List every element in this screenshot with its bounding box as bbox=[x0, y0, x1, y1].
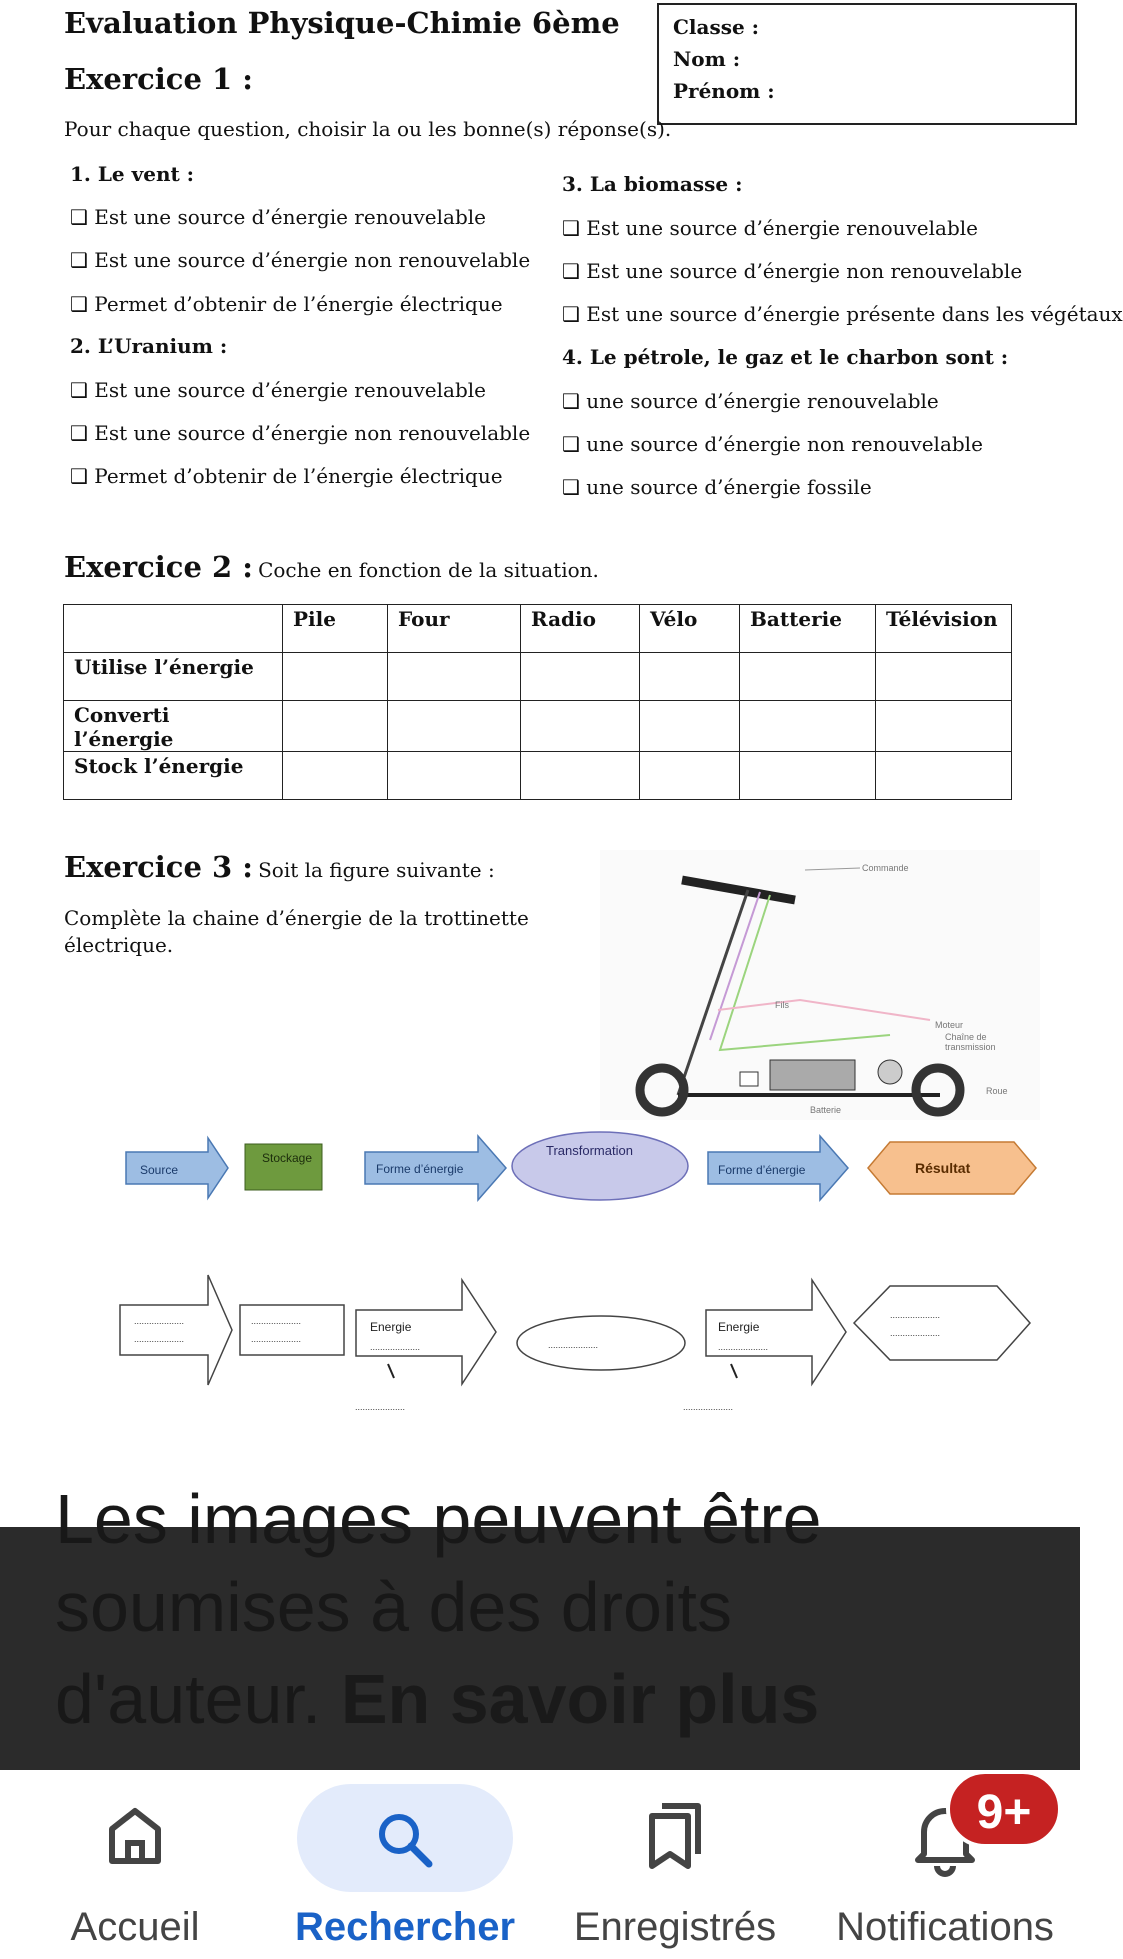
question4-title: 4. Le pétrole, le gaz et le charbon sont : bbox=[562, 345, 1009, 369]
controller-shape bbox=[740, 1072, 758, 1086]
check-cell[interactable] bbox=[740, 752, 876, 800]
blank-dots: .................... bbox=[548, 1340, 599, 1350]
blank-dots: .................... bbox=[890, 1328, 941, 1338]
question1-option: ❑ Permet d’obtenir de l’énergie électrique bbox=[70, 292, 503, 316]
figure-label-chaine: Chaîne de bbox=[945, 1032, 987, 1042]
check-cell[interactable] bbox=[283, 653, 388, 701]
figure-label-batterie: Batterie bbox=[810, 1105, 842, 1115]
exercise2-subtitle: Coche en fonction de la situation. bbox=[258, 558, 599, 582]
document-title: Evaluation Physique-Chimie 6ème bbox=[64, 6, 620, 40]
exercise3-instruction: Complète la chaine d’énergie de la trottinette bbox=[64, 906, 529, 930]
row-label: Converti l’énergie bbox=[64, 701, 283, 752]
exercise2-header bbox=[64, 550, 599, 584]
table-header: Télévision bbox=[876, 605, 1012, 653]
question1-option: ❑ Est une source d’énergie renouvelable bbox=[70, 205, 486, 229]
student-info-box bbox=[657, 3, 1077, 125]
copyright-text-line2 bbox=[55, 1659, 819, 1739]
prenom-label: Prénom : bbox=[673, 79, 775, 103]
check-cell[interactable] bbox=[740, 653, 876, 701]
bookmark-icon bbox=[644, 1802, 706, 1872]
check-cell[interactable] bbox=[876, 752, 1012, 800]
check-cell[interactable] bbox=[640, 653, 740, 701]
nav-home[interactable] bbox=[0, 1770, 270, 1959]
scooter-figure bbox=[600, 850, 1040, 1120]
check-cell[interactable] bbox=[876, 653, 1012, 701]
home-icon bbox=[106, 1805, 164, 1867]
energy-table bbox=[63, 604, 1012, 800]
question2-title: 2. L’Uranium : bbox=[70, 334, 228, 358]
source-label: Source bbox=[140, 1163, 179, 1177]
table-header: Radio bbox=[521, 605, 640, 653]
notification-badge: 9+ bbox=[946, 1770, 1062, 1848]
pointer-arrow bbox=[388, 1364, 394, 1378]
check-cell[interactable] bbox=[740, 701, 876, 752]
check-cell[interactable] bbox=[876, 701, 1012, 752]
question3-title: 3. La biomasse : bbox=[562, 172, 743, 196]
check-cell[interactable] bbox=[388, 653, 521, 701]
question4-option: ❑ une source d’énergie renouvelable bbox=[562, 389, 939, 413]
nom-label: Nom : bbox=[673, 47, 741, 71]
copyright-overlay bbox=[0, 1480, 1080, 1770]
question1-title: 1. Le vent : bbox=[70, 162, 195, 186]
blank-chain bbox=[0, 1260, 1080, 1420]
question3-option: ❑ Est une source d’énergie renouvelable bbox=[562, 216, 978, 240]
blank-dots: .................... bbox=[370, 1342, 421, 1352]
table-row bbox=[64, 752, 1012, 800]
figure-label-roue: Roue bbox=[986, 1086, 1008, 1096]
question2-option: ❑ Permet d’obtenir de l’énergie électrique bbox=[70, 464, 503, 488]
question3-option: ❑ Est une source d’énergie non renouvelable bbox=[562, 259, 1023, 283]
battery-shape bbox=[770, 1060, 855, 1090]
figure-label-commande: Commande bbox=[862, 863, 909, 873]
exercise3-heading: Exercice 3 : bbox=[64, 850, 253, 884]
check-cell[interactable] bbox=[521, 653, 640, 701]
exercise2-heading: Exercice 2 : bbox=[64, 550, 253, 584]
blank-dots: .................... bbox=[355, 1402, 406, 1412]
question2-option: ❑ Est une source d’énergie non renouvelable bbox=[70, 421, 531, 445]
blank-dots: .................... bbox=[251, 1316, 302, 1326]
check-cell[interactable] bbox=[521, 752, 640, 800]
pointer-arrow bbox=[731, 1364, 737, 1378]
bottom-navigation bbox=[0, 1770, 1080, 1959]
blank-dots: .................... bbox=[134, 1334, 185, 1344]
nav-saved[interactable] bbox=[540, 1770, 810, 1959]
row-label: Utilise l’énergie bbox=[64, 653, 283, 701]
transformation-label: Transformation bbox=[546, 1143, 633, 1158]
check-cell[interactable] bbox=[283, 701, 388, 752]
nav-saved-label: Enregistrés bbox=[573, 1905, 777, 1949]
blank-transformation-ellipse bbox=[517, 1316, 685, 1370]
table-header: Pile bbox=[283, 605, 388, 653]
blank-dots: .................... bbox=[683, 1402, 734, 1412]
nav-notifications-label: Notifications bbox=[836, 1905, 1054, 1949]
blank-dots: .................... bbox=[890, 1310, 941, 1320]
copyright-text-line1: soumises à des droits bbox=[55, 1568, 732, 1646]
check-cell[interactable] bbox=[640, 701, 740, 752]
question3-option: ❑ Est une source d’énergie présente dans les végétaux bbox=[562, 302, 1123, 326]
classe-label: Classe : bbox=[673, 15, 760, 39]
stockage-label: Stockage bbox=[262, 1151, 313, 1165]
table-header: Four bbox=[388, 605, 521, 653]
table-cell bbox=[64, 605, 283, 653]
blank-dots: .................... bbox=[134, 1316, 185, 1326]
energy-chain bbox=[0, 1120, 1080, 1220]
blank-resultat-hexagon bbox=[854, 1286, 1030, 1360]
question1-option: ❑ Est une source d’énergie non renouvelable bbox=[70, 248, 531, 272]
copyright-text-line0: Les images peuvent être bbox=[55, 1480, 822, 1558]
exercise3-header bbox=[64, 850, 495, 884]
figure-label-transmission: transmission bbox=[945, 1042, 996, 1052]
resultat-label: Résultat bbox=[915, 1160, 971, 1176]
table-row bbox=[64, 701, 1012, 752]
check-cell[interactable] bbox=[640, 752, 740, 800]
check-cell[interactable] bbox=[388, 752, 521, 800]
nav-search[interactable] bbox=[270, 1770, 540, 1959]
forme2-label: Forme d’énergie bbox=[718, 1163, 806, 1177]
table-row bbox=[64, 605, 1012, 653]
question4-option: ❑ une source d’énergie non renouvelable bbox=[562, 432, 983, 456]
exercise3-instruction-cont: électrique. bbox=[64, 933, 174, 957]
forme1-label: Forme d’énergie bbox=[376, 1162, 464, 1176]
exercise1-instruction: Pour chaque question, choisir la ou les bonne(s) réponse(s). bbox=[64, 117, 672, 141]
table-header: Batterie bbox=[740, 605, 876, 653]
motor-shape bbox=[878, 1060, 902, 1084]
check-cell[interactable] bbox=[388, 701, 521, 752]
nav-home-label: Accueil bbox=[70, 1905, 200, 1949]
figure-label-moteur: Moteur bbox=[935, 1020, 964, 1030]
nav-search-label: Rechercher bbox=[294, 1905, 516, 1949]
blank-source-arrow bbox=[120, 1275, 232, 1385]
exercise1-heading: Exercice 1 : bbox=[64, 62, 253, 96]
search-icon bbox=[373, 1808, 437, 1872]
copyright-text: d'auteur. bbox=[55, 1660, 322, 1738]
table-row bbox=[64, 653, 1012, 701]
check-cell[interactable] bbox=[283, 752, 388, 800]
blank-dots: .................... bbox=[718, 1342, 769, 1352]
question2-option: ❑ Est une source d’énergie renouvelable bbox=[70, 378, 486, 402]
blank-energie1-label: Energie bbox=[370, 1320, 412, 1334]
check-cell[interactable] bbox=[521, 701, 640, 752]
blank-dots: .................... bbox=[251, 1334, 302, 1344]
learn-more-link[interactable]: En savoir plus bbox=[340, 1660, 820, 1738]
blank-energie2-label: Energie bbox=[718, 1320, 760, 1334]
row-label: Stock l’énergie bbox=[64, 752, 283, 800]
question4-option: ❑ une source d’énergie fossile bbox=[562, 475, 872, 499]
blank-stockage-box bbox=[240, 1305, 344, 1355]
table-header: Vélo bbox=[640, 605, 740, 653]
exercise3-subtitle: Soit la figure suivante : bbox=[258, 858, 495, 882]
figure-label-fils: Fils bbox=[775, 1000, 789, 1010]
